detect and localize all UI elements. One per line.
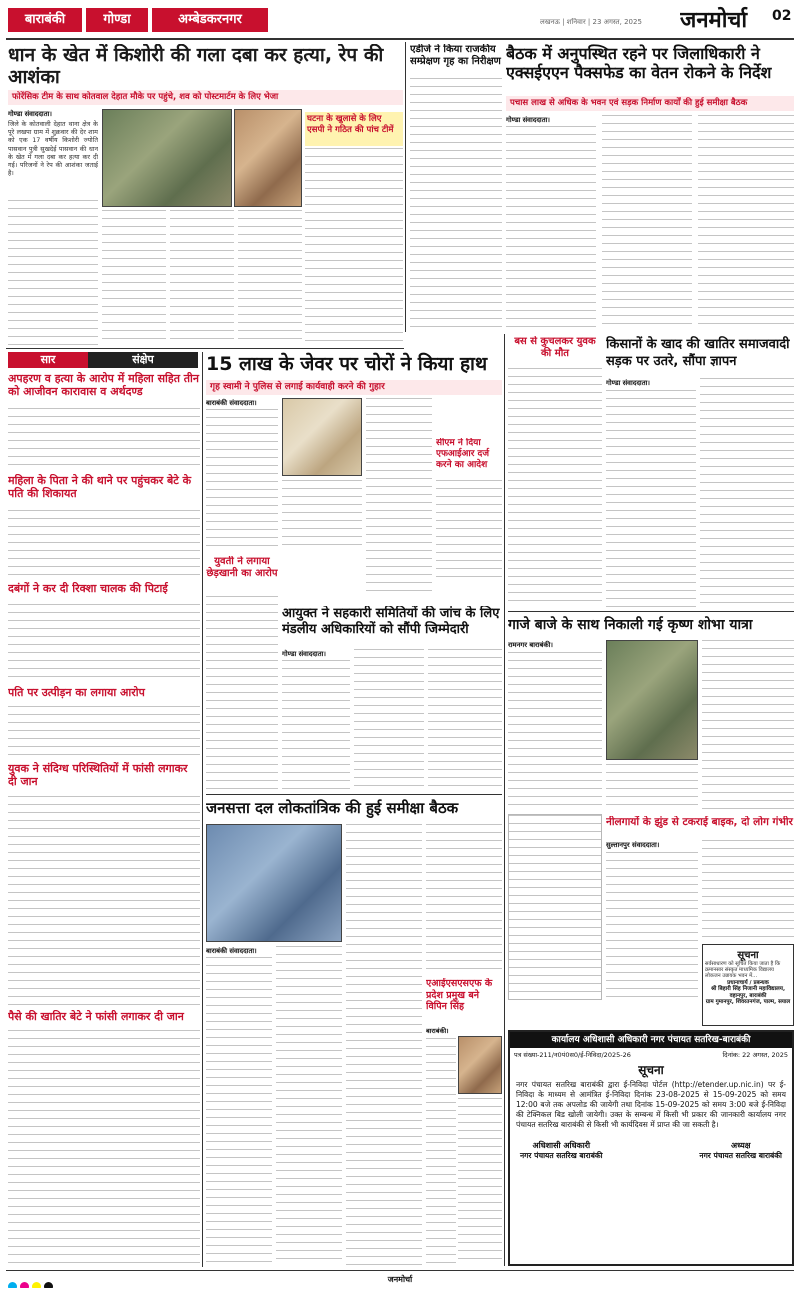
right-lead-col-3: [698, 115, 794, 330]
col-divider-1: [405, 42, 406, 332]
aayukt-byline: गोण्डा संवाददाता।: [282, 650, 326, 658]
section-rule-1: [6, 348, 404, 349]
right-lead-col-1: [506, 126, 596, 330]
masthead-rule: [6, 38, 794, 40]
cm-headline: सीएम ने दिया एफआईआर दर्ज करने का आदेश: [436, 438, 490, 470]
reg-mark-c-icon: [8, 1282, 17, 1288]
saar-item-1-title: अपहरण व हत्या के आरोप में महिला सहित तीन को आजीवन कारावास व अर्थदण्ड: [8, 372, 200, 398]
saar-item-4-body: [8, 706, 200, 758]
theft-col-3: [366, 398, 432, 598]
tender-ref-left: पत्र संख्या-211/न0पं0स0/ई-निविदा/2025-26: [514, 1051, 631, 1059]
saar-item-6-title: पैसे की खातिर बेटे ने फांसी लगाकर दी जान: [8, 1010, 184, 1023]
farmers-byline: गोण्डा संवाददाता।: [606, 379, 650, 387]
jantadal-byline: बाराबंकी संवाददाता।: [206, 947, 257, 955]
notice-small-line-1: सर्वसाधारण को सूचित किया जाता है कि क्रमानसार संस्कृत माध्यमिक विद्यालय लोकजन उन्नायक भवन में...: [705, 961, 781, 980]
tender-body: नगर पंचायत सतरिख बाराबंकी द्वारा ई-निविदा पोर्टल (http://etender.up.nic.in) पर ई-निविदा के माध्यम से आमंत्रित ई-निविदा दिनांक 23-08-2025 से 15-09-2025 को समय 12:00 बजे तक अपलोड की जायेगी तथा दिनांक 15-09-2025 को समय 3:00 बजे ई-निविदा की टेक्निकल बिड खोली जायेगी। उक्त के सम्बन्ध में किसी भी प्रकार की जानकारी कार्यालय नगर पंचायत सतरिख बाराबंकी से किसी भी कार्यदिवस में प्राप्त की जा सकती है।: [516, 1080, 786, 1129]
notice-small-line-3: श्री बिहारी सिंह निजानी महाविद्यालय, वहानपुर, बाराबंकी: [710, 986, 786, 999]
lead-body: जिले के कोतवाली देहात थाना क्षेत्र के पूरे लखपा ग्राम में शुक्रवार की देर शाम को एक 17 वर्षीय किशोरी ज्योति पासवान पुत्री सुखदेई पासवान की धान के खेत में गला दबा कर हत्या कर दी गई। परिजनों ने रेप की आशंका जताई है।: [8, 120, 98, 178]
saar-item-3-title: दबंगों ने कर दी रिक्शा चालक की पिटाई: [8, 582, 168, 595]
saar-item-2-body: [8, 510, 200, 578]
jantadal-col-1: [206, 957, 272, 1265]
girl-headline: युवती ने लगाया छेड़खानी का आरोप: [206, 556, 278, 579]
neelgai-col-2: [702, 840, 794, 940]
lead-body-continued: [8, 200, 98, 345]
notice-small-title: सूचना: [737, 950, 759, 961]
theft-subhead: गृह स्वामी ने पुलिस से लगाई कार्यवाही करने की गुहार: [206, 380, 502, 395]
jantadal-col-2: [276, 946, 342, 1265]
bus-body: [508, 368, 602, 608]
notice-small-line-2: प्रधानाचार्य / प्रबन्धक: [727, 979, 769, 986]
adg-headline: एडीजे ने किया राजकीय सम्प्रेक्षण गृह का निरीक्षण: [410, 44, 501, 67]
bipin-body: [426, 1038, 456, 1265]
page-number: 02: [772, 8, 792, 24]
lead-col-2: [102, 210, 166, 346]
tender-ref-right: दिनांक: 22 अगस्त, 2025: [722, 1051, 788, 1059]
col-divider-2: [202, 352, 203, 1267]
bipin-body-2: [458, 1098, 502, 1265]
reg-mark-y-icon: [32, 1282, 41, 1288]
tender-title: सूचना: [638, 1063, 664, 1077]
footer-logo: जनमोर्चा: [387, 1275, 413, 1284]
aayukt-col-1: [282, 660, 350, 792]
tender-box: [508, 1030, 794, 1266]
krishna-photo: [606, 640, 698, 760]
saar-label-b: संक्षेप: [88, 352, 198, 368]
krishna-headline: गाजे बाजे के साथ निकाली गई कृष्ण शोभा यात्रा: [508, 617, 753, 633]
saar-item-5-title: युवक ने संदिग्ध परिस्थितियों में फांसी लगाकर दी जान: [8, 762, 188, 788]
right-lead-subhead: पचास लाख से अधिक के भवन एवं सड़क निर्माण कार्यों की हुई समीक्षा बैठक: [506, 96, 794, 111]
theft-photo: [282, 398, 362, 476]
aayukt-col-2: [354, 649, 424, 792]
lead-callout: घटना के खुलासे के लिए एसपी ने गठित की पांच टीमें: [305, 112, 403, 146]
lead-col-3: [170, 210, 234, 346]
notice-small-line-4: ग्राम गुमानपुर, शिवरतनगंज, पाल्म, सयाल: [705, 999, 791, 1006]
col-divider-3: [504, 334, 505, 1266]
reg-mark-k-icon: [44, 1282, 53, 1288]
farmers-col-1: [606, 390, 696, 608]
masthead-tab-barabanki[interactable]: बाराबंकी: [8, 8, 82, 32]
masthead-tab-ambedkarnagar[interactable]: अम्बेडकरनगर: [152, 8, 268, 32]
saar-item-1-body: [8, 408, 200, 470]
lead-subhead: फोरेंसिक टीम के साथ कोतवाल देहात मौके पर पहुंचे, शव को पोस्टमार्टम के लिए भेजा: [8, 90, 403, 105]
lead-col-4: [238, 210, 302, 346]
theft-col-2: [282, 480, 362, 550]
farmers-col-2: [700, 378, 794, 608]
saar-label-a: सार: [8, 352, 88, 368]
lead-byline: गोण्डा संवाददाता।: [8, 110, 52, 118]
masthead: [0, 0, 800, 38]
tender-sign-left-a: अधिशासी अधिकारी: [532, 1141, 591, 1150]
krishna-col-3: [702, 640, 794, 810]
jantadal-photo: [206, 824, 342, 942]
tender-header: कार्यालय अधिशासी अधिकारी नगर पंचायत सतरिख-बाराबंकी: [510, 1032, 792, 1048]
footer-registration-marks: [8, 1276, 68, 1288]
tender-sign-left-b: नगर पंचायत सतरिख बाराबंकी: [520, 1151, 603, 1160]
right-lead-col-2: [602, 115, 692, 330]
girl-body: [206, 596, 278, 792]
tender-sign-right-a: अध्यक्ष: [730, 1141, 751, 1150]
dateline: लखनऊ | शनिवार | 23 अगस्त, 2025: [540, 18, 642, 26]
tender-sign-right-b: नगर पंचायत सतरिख बाराबंकी: [699, 1151, 782, 1160]
bipin-photo: [458, 1036, 502, 1094]
saar-item-2-title: महिला के पिता ने की थाने पर पहुंचकर बेटे के पति की शिकायत: [8, 474, 192, 500]
bipin-headline: एआईएसएसएफ के प्रदेश प्रमुख बने विपिन सिंह: [426, 978, 493, 1012]
aayukt-col-3: [428, 649, 502, 792]
farmers-headline: किसानों के खाद की खातिर समाजवादी सड़क पर उतरे, सौंपा ज्ञापन: [606, 337, 790, 369]
theft-col-1: [206, 409, 278, 549]
org-notice-box: [508, 814, 602, 1000]
logo: जनमोर्चा: [680, 8, 748, 33]
bus-headline: बस से कुचलकर युवक की मौत: [514, 336, 596, 359]
reg-mark-m-icon: [20, 1282, 29, 1288]
right-lead-byline: गोण्डा संवाददाता।: [506, 116, 550, 124]
saar-item-4-title: पति पर उत्पीड़न का लगाया आरोप: [8, 686, 145, 699]
lead-headline: धान के खेत में किशोरी की गला दबा कर हत्या, रेप की आशंका: [8, 44, 384, 88]
cm-body: [436, 480, 502, 580]
theft-byline: बाराबंकी संवाददाता।: [206, 399, 257, 407]
footer-rule: [6, 1270, 794, 1271]
theft-headline: 15 लाख के जेवर पर चोरों ने किया हाथ: [206, 353, 488, 375]
neelgai-byline: सुल्तानपुर संवाददाता।: [606, 841, 660, 849]
bipin-byline: बाराबंकी।: [426, 1027, 449, 1035]
notice-small-box: [702, 944, 794, 1026]
jantadal-col-3: [346, 824, 422, 1265]
lead-photo-2: [234, 109, 302, 207]
right-lead-headline: बैठक में अनुपस्थित रहने पर जिलाधिकारी ने एक्सईएएन पैक्सफेड का वेतन रोकने के निर्देश: [506, 44, 772, 82]
neelgai-headline: नीलगायों के झुंड से टकराई बाइक, दो लोग गंभीर: [606, 816, 793, 828]
adg-body: [410, 78, 502, 332]
saar-item-5-body: [8, 796, 200, 1006]
masthead-tab-gonda[interactable]: गोण्डा: [86, 8, 148, 32]
neelgai-col-1: [606, 852, 698, 1000]
section-rule-2: [206, 794, 502, 795]
saar-item-6-body: [8, 1030, 200, 1265]
krishna-col-2: [606, 764, 698, 812]
lead-photo-1: [102, 109, 232, 207]
krishna-byline: रामनगर बाराबंकी।: [508, 641, 553, 649]
aayukt-headline: आयुक्त ने सहकारी समितियों की जांच के लिए मंडलीय अधिकारियों को सौंपी जिम्मेदारी: [282, 606, 500, 637]
jantadal-headline: जनसत्ता दल लोकतांत्रिक की हुई समीक्षा बैठक: [206, 799, 459, 817]
bipin-top-text: [426, 824, 502, 974]
section-rule-3: [508, 611, 794, 612]
saar-item-3-body: [8, 604, 200, 682]
lead-callout-body: [305, 148, 403, 346]
krishna-col-1: [508, 652, 602, 812]
